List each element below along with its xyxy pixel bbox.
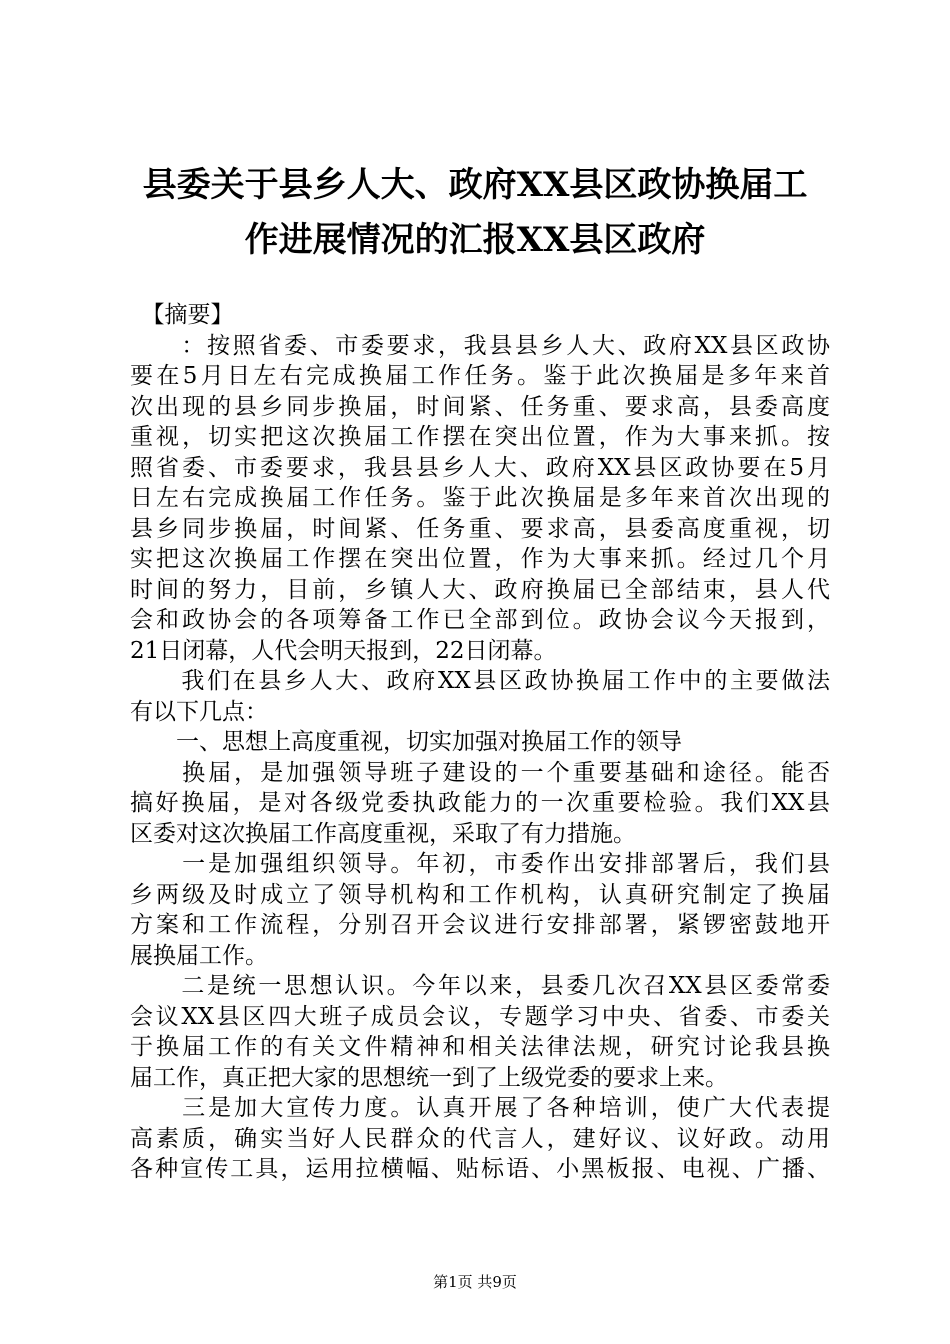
body-line: 三是加大宣传力度。认真开展了各种培训，使广大代表提 [130, 1095, 830, 1121]
body-line: 一是加强组织领导。年初，市委作出安排部署后，我们县 [130, 851, 830, 877]
body-line: 有以下几点： [130, 698, 268, 725]
body-line: 届工作，真正把大家的思想统一到了上级党委的要求上来。 [130, 1064, 728, 1091]
body-line: 时间的努力，目前，乡镇人大、政府换届已全部结束，县人代 [130, 576, 830, 603]
body-line: 重视，切实把这次换届工作摆在突出位置，作为大事来抓。按 [130, 424, 830, 450]
page-footer: 第1页 共9页 [433, 1273, 517, 1291]
body-line: 次出现的县乡同步换届，时间紧、任务重、要求高，县委高度 [130, 393, 830, 420]
body-line: 搞好换届，是对各级党委执政能力的一次重要检验。我们XX县 [130, 790, 830, 816]
body-line: 乡两级及时成立了领导机构和工作机构，认真研究制定了换届 [130, 881, 830, 908]
body-line: 各种宣传工具，运用拉横幅、贴标语、小黑板报、电视、广播、 [130, 1156, 830, 1182]
document-title-line-2: 作进展情况的汇报XX县区政府 [244, 220, 706, 260]
body-line: 高素质，确实当好人民群众的代言人，建好议、议好政。动用 [130, 1125, 830, 1152]
body-line: 实把这次换届工作摆在突出位置，作为大事来抓。经过几个月 [130, 546, 830, 572]
body-line: ：按照省委、市委要求，我县县乡人大、政府XX县区政协 [130, 332, 830, 359]
body-line: 会议XX县区四大班子成员会议，专题学习中央、省委、市委关 [130, 1003, 830, 1030]
body-line: 会和政协会的各项筹备工作已全部到位。政协会议今天报到， [130, 607, 830, 633]
body-line: 我们在县乡人大、政府XX县区政协换届工作中的主要做法 [130, 668, 830, 694]
body-line: 一、思想上高度重视，切实加强对换届工作的领导 [130, 729, 682, 755]
body-line: 21日闭幕，人代会明天报到，22日闭幕。 [130, 637, 557, 664]
body-line: 照省委、市委要求，我县县乡人大、政府XX县区政协要在5月 [130, 454, 830, 481]
body-line: 方案和工作流程，分别召开会议进行安排部署，紧锣密鼓地开 [130, 912, 830, 938]
body-line: 换届，是加强领导班子建设的一个重要基础和途径。能否 [130, 759, 830, 786]
document-title-line-1: 县委关于县乡人大、政府XX县区政协换届工 [142, 165, 808, 205]
body-line: 区委对这次换届工作高度重视，采取了有力措施。 [130, 820, 636, 847]
body-line: 于换届工作的有关文件精神和相关法律法规，研究讨论我县换 [130, 1034, 830, 1060]
body-line: 【摘要】 [130, 302, 234, 328]
body-line: 日左右完成换届工作任务。鉴于此次换届是多年来首次出现的 [130, 485, 830, 511]
body-line: 要在5月日左右完成换届工作任务。鉴于此次换届是多年来首 [130, 363, 830, 389]
body-line: 展换届工作。 [130, 942, 268, 969]
body-line: 县乡同步换届，时间紧、任务重、要求高，县委高度重视，切 [130, 515, 830, 542]
body-line: 二是统一思想认识。今年以来，县委几次召XX县区委常委 [130, 973, 830, 999]
